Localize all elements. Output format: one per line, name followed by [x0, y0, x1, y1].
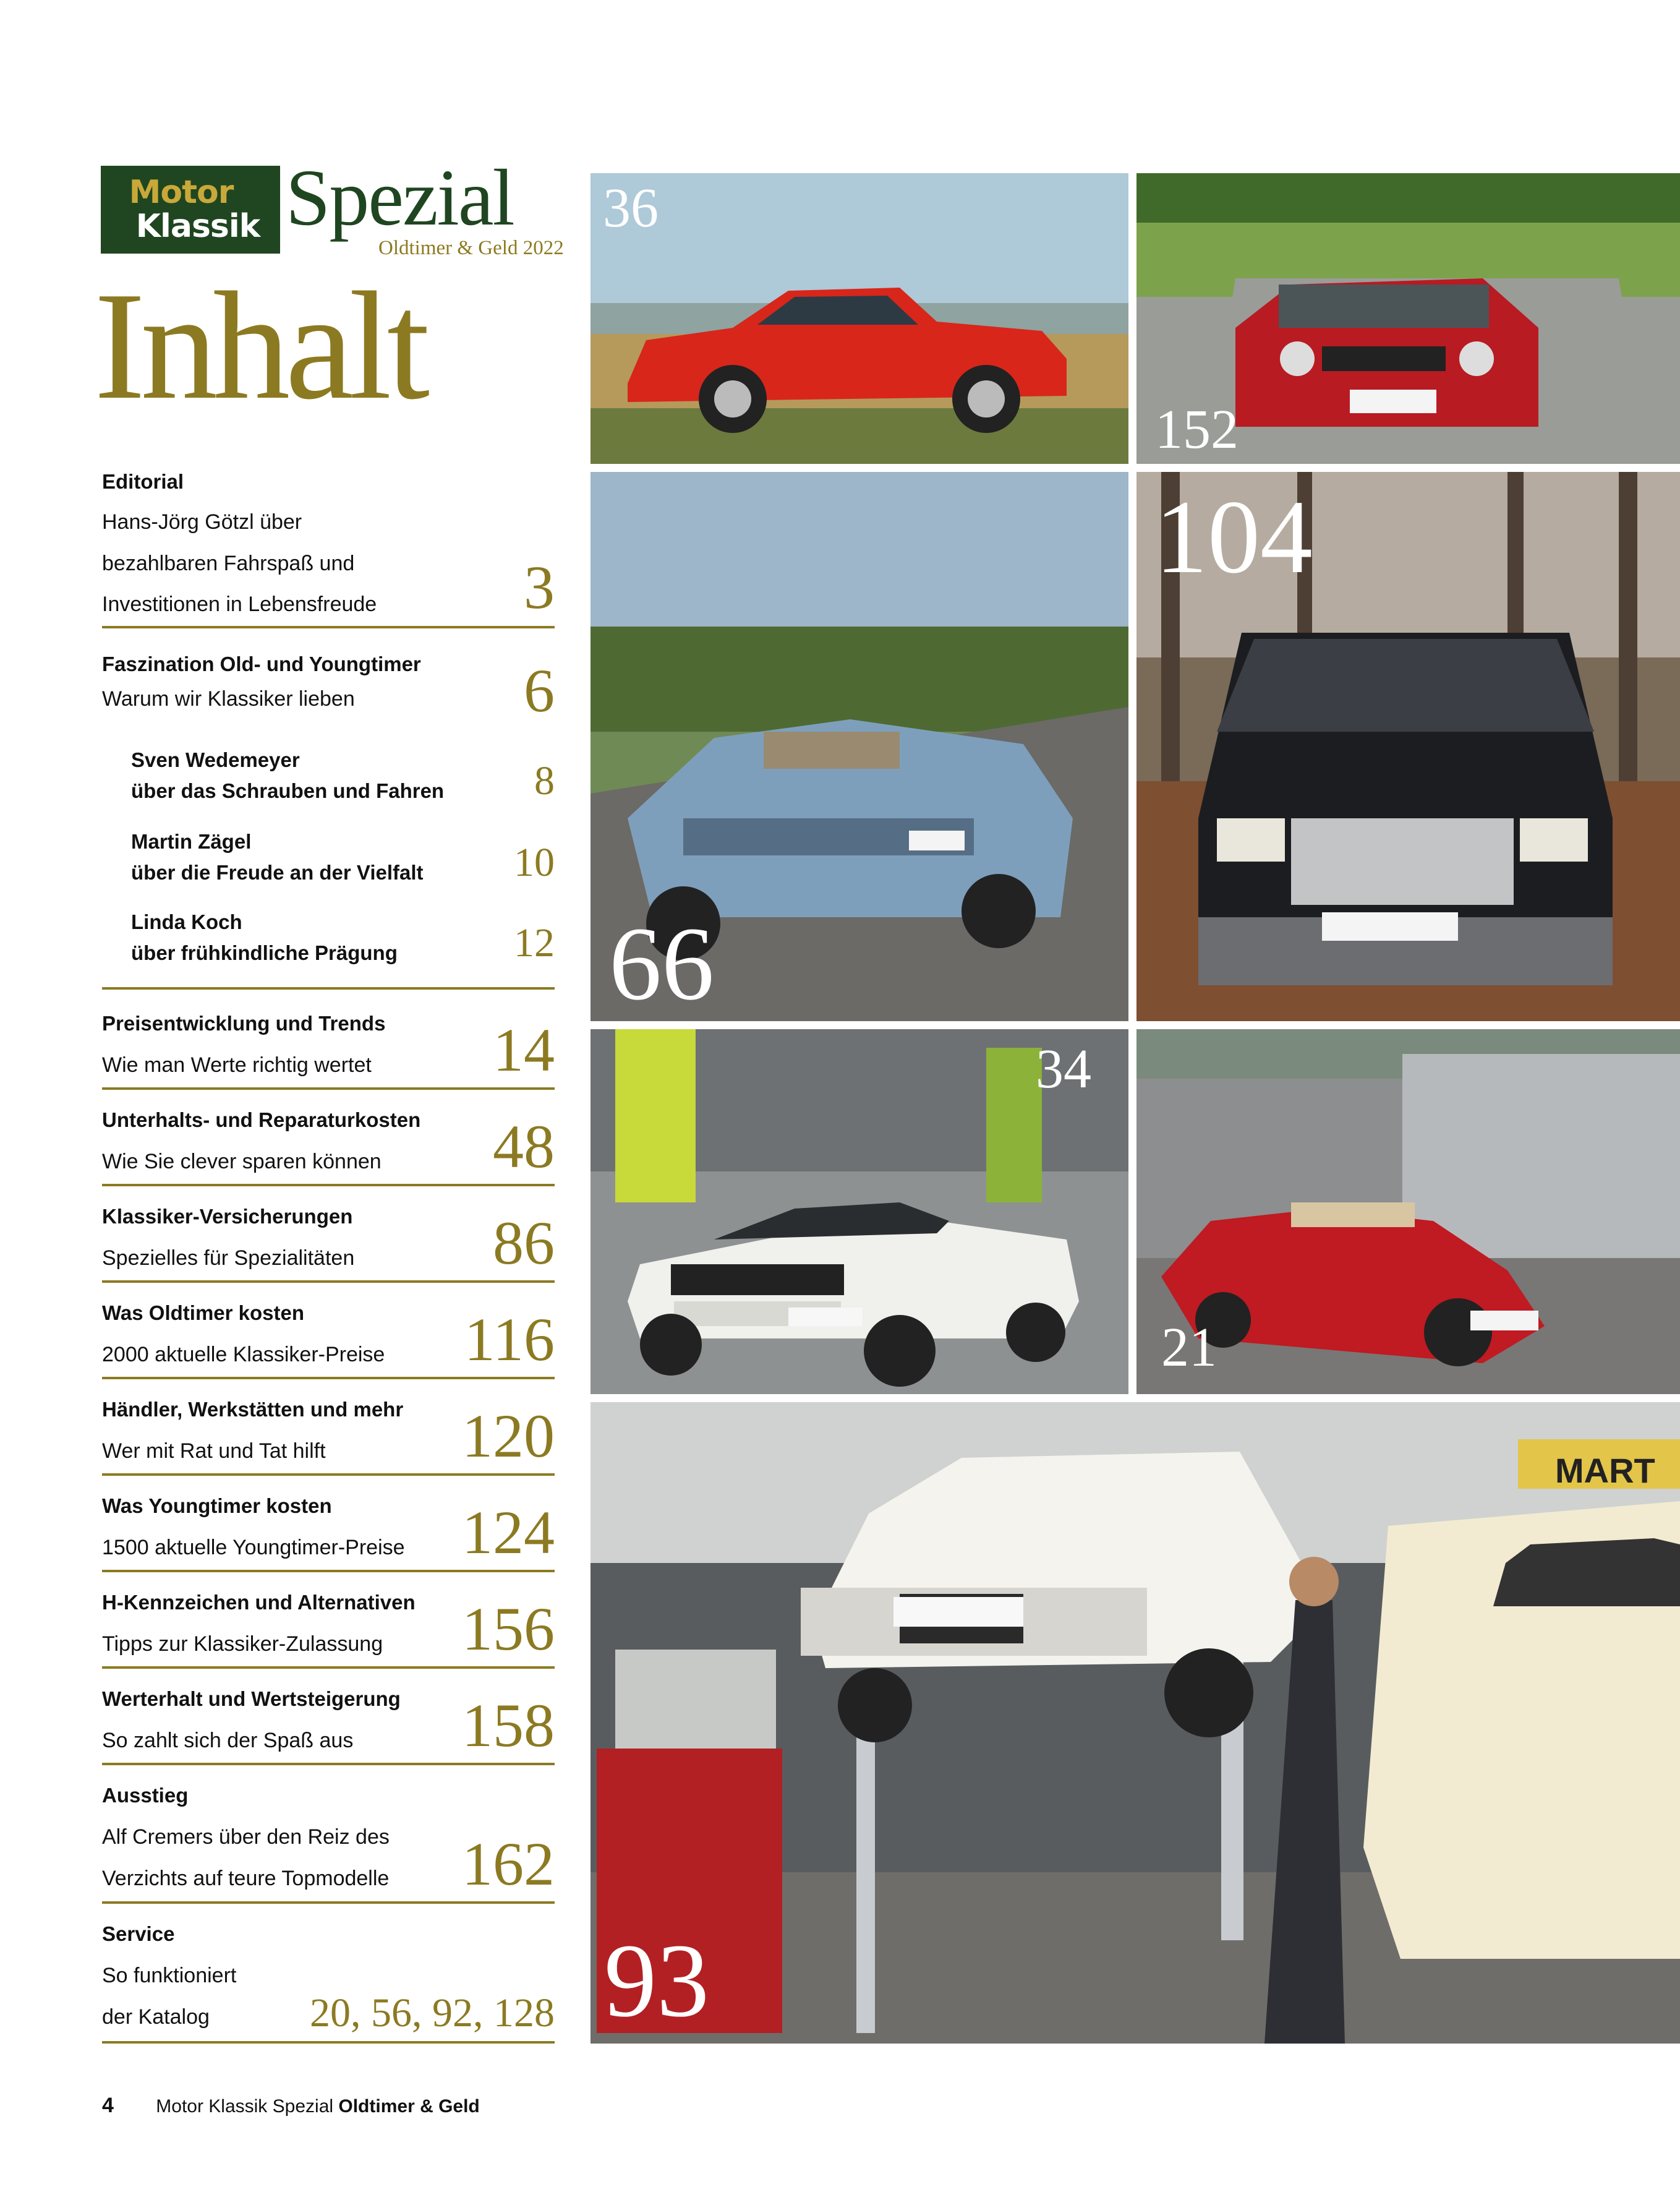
toc-entry-line: über frühkindliche Prägung	[131, 941, 398, 964]
toc-page-number: 48	[493, 1112, 555, 1181]
toc-entry-h-kennzeichen[interactable]	[102, 1587, 555, 1669]
photo-page-number: 34	[1036, 1038, 1091, 1100]
workshop-illustration	[591, 1402, 1680, 2044]
toc-page-number: 120	[462, 1402, 555, 1470]
photo-blue-spider[interactable]	[591, 472, 1128, 1021]
toc-page-number: 86	[493, 1209, 555, 1277]
toc-entry-line: Wie man Werte richtig wertet	[102, 1053, 372, 1077]
page-footer	[102, 2094, 480, 2118]
toc-entry-title: Faszination Old- und Youngtimer	[102, 653, 421, 675]
toc-entry-line: Spezielles für Spezialitäten	[102, 1246, 355, 1270]
toc-entry-faszination[interactable]	[102, 646, 555, 725]
toc-entry-title: Preisentwicklung und Trends	[102, 1012, 386, 1035]
motor-klassik-logo	[101, 166, 280, 254]
photo-red-golf-cabrio[interactable]	[1136, 173, 1680, 464]
footer-page-number: 4	[102, 2094, 114, 2117]
toc-page-number: 10	[514, 840, 555, 885]
toc-entry-title: Was Oldtimer kosten	[102, 1301, 305, 1324]
toc-entry-line: über das Schrauben und Fahren	[131, 779, 445, 802]
toc-entry-line: über die Freude an der Vielfalt	[131, 861, 424, 884]
toc-entry-title: H-Kennzeichen und Alternativen	[102, 1591, 416, 1614]
toc-entry-title: Service	[102, 1922, 175, 1945]
toc-entry-title: Händler, Werkstätten und mehr	[102, 1398, 404, 1421]
alfa-spider-illustration	[1136, 1029, 1680, 1394]
toc-entry-line: Wer mit Rat und Tat hilft	[102, 1439, 326, 1463]
toc-entry-title: Unterhalts- und Reparaturkosten	[102, 1108, 421, 1131]
toc-entry-line: So funktioniert	[102, 1964, 237, 1987]
toc-entry-title: Martin Zägel	[131, 830, 252, 853]
toc-page-number: 20, 56, 92, 128	[310, 1990, 555, 2036]
photo-page-number: 36	[603, 178, 659, 239]
photo-red-bmw-coupe[interactable]	[591, 173, 1128, 464]
toc-entry-haendler[interactable]	[102, 1394, 555, 1476]
toc-entry-editorial[interactable]	[102, 464, 555, 628]
workshop-sign-text: MART	[1555, 1451, 1655, 1490]
toc-page-number: 156	[462, 1595, 555, 1663]
toc-entry-title: Werterhalt und Wertsteigerung	[102, 1687, 401, 1710]
toc-page-number: 158	[462, 1691, 555, 1760]
toc-entry-line: bezahlbaren Fahrspaß und	[102, 552, 355, 575]
edition-label: Oldtimer & Geld 2022	[378, 237, 564, 259]
photo-red-alfa-spider[interactable]	[1136, 1029, 1680, 1394]
photo-page-number: 66	[609, 905, 714, 1021]
toc-entry-martin-zaegel[interactable]	[131, 830, 555, 892]
photo-page-number: 152	[1155, 399, 1239, 460]
toc-page-number: 116	[464, 1305, 555, 1374]
footer-magazine: Motor Klassik Spezial	[156, 2096, 334, 2117]
toc-entry-sven-wedemeyer[interactable]	[131, 748, 555, 810]
toc-entry-youngtimer-kosten[interactable]	[102, 1491, 555, 1572]
toc-entry-line: Wie Sie clever sparen können	[102, 1150, 382, 1173]
photo-black-mercedes[interactable]	[1136, 472, 1680, 1021]
page-title: Inhalt	[94, 260, 425, 432]
toc-entry-versicherungen[interactable]	[102, 1201, 555, 1283]
toc-entry-title: Editorial	[102, 470, 184, 493]
toc-entry-line: Alf Cremers über den Reiz des	[102, 1825, 390, 1849]
toc-entry-linda-koch[interactable]	[131, 910, 555, 972]
toc-page-number: 12	[514, 920, 555, 965]
toc-entry-preisentwicklung[interactable]	[102, 1008, 555, 1090]
red-coupe-illustration	[591, 173, 1128, 464]
toc-entry-title: Ausstieg	[102, 1784, 189, 1807]
toc-entry-werterhalt[interactable]	[102, 1684, 555, 1765]
photo-page-number: 104	[1155, 479, 1313, 595]
toc-entry-line: Hans-Jörg Götzl über	[102, 510, 302, 534]
toc-page-number: 14	[493, 1016, 555, 1084]
footer-issue: Oldtimer & Geld	[338, 2096, 480, 2117]
toc-entry-title: Sven Wedemeyer	[131, 748, 300, 771]
toc-entry-line: So zahlt sich der Spaß aus	[102, 1729, 354, 1752]
spezial-heading: Spezial	[286, 153, 514, 242]
toc-entry-title: Was Youngtimer kosten	[102, 1494, 332, 1517]
toc-entry-title: Linda Koch	[131, 910, 242, 933]
toc-entry-line: Tipps zur Klassiker-Zulassung	[102, 1632, 383, 1656]
toc-page-number: 6	[524, 656, 555, 725]
photo-page-number: 93	[604, 1922, 709, 2039]
toc-page-number: 3	[524, 553, 555, 622]
toc-entry-line: Warum wir Klassiker lieben	[102, 687, 355, 711]
toc-divider	[102, 987, 555, 990]
toc-page-number: 8	[534, 758, 555, 803]
toc-entry-line: 1500 aktuelle Youngtimer-Preise	[102, 1536, 405, 1559]
toc-entry-line: Investitionen in Lebensfreude	[102, 593, 377, 616]
toc-entry-title: Klassiker-Versicherungen	[102, 1205, 353, 1228]
toc-entry-line: der Katalog	[102, 2005, 210, 2029]
toc-page-number: 124	[462, 1498, 555, 1567]
logo-line-motor: Motor	[129, 174, 234, 211]
toc-entry-line: Verzichts auf teure Topmodelle	[102, 1867, 390, 1890]
photo-white-bmw-m1[interactable]	[591, 1029, 1128, 1394]
toc-entry-line: 2000 aktuelle Klassiker-Preise	[102, 1343, 385, 1366]
photo-page-number: 21	[1161, 1317, 1217, 1378]
logo-line-klassik: Klassik	[135, 208, 260, 245]
toc-entry-service[interactable]	[102, 1919, 555, 2044]
toc-page-number: 162	[462, 1830, 555, 1898]
photo-workshop-lancia[interactable]	[591, 1402, 1680, 2044]
toc-entry-ausstieg[interactable]	[102, 1780, 555, 1904]
toc-entry-oldtimer-kosten[interactable]	[102, 1298, 555, 1379]
toc-entry-unterhalt[interactable]	[102, 1105, 555, 1186]
